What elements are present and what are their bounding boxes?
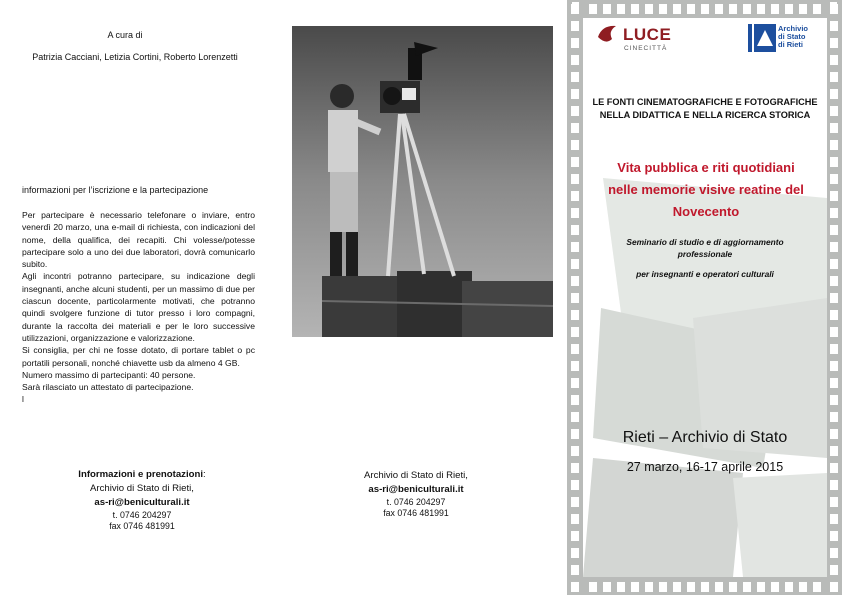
sprocket-hole [743, 4, 751, 14]
sprocket-hole [715, 4, 723, 14]
cover-title [588, 157, 824, 223]
sprocket-hole [571, 378, 579, 388]
sprocket-hole [617, 582, 625, 592]
archive-contact-block [316, 469, 516, 519]
sprocket-hole [589, 4, 597, 14]
sprocket-hole [571, 38, 579, 48]
sprocket-hole [571, 191, 579, 201]
sprocket-hole [571, 514, 579, 524]
sprocket-hole [571, 548, 579, 558]
sprocket-hole [830, 106, 838, 116]
sprocket-hole [830, 55, 838, 65]
sprocket-hole [571, 497, 579, 507]
sprocket-hole [757, 4, 765, 14]
sprocket-hole [785, 4, 793, 14]
sprocket-hole [571, 174, 579, 184]
sprocket-hole [571, 72, 579, 82]
sprocket-hole [701, 582, 709, 592]
sprocket-hole [830, 582, 838, 592]
archive-name: Archivio di Stato di Rieti, [364, 470, 468, 481]
sprocket-hole [785, 582, 793, 592]
sprocket-hole [571, 106, 579, 116]
sprocket-hole [571, 89, 579, 99]
sprocket-hole [571, 21, 579, 31]
sprocket-hole [571, 463, 579, 473]
sprocket-hole [729, 582, 737, 592]
info-email-link[interactable]: as-ri@beniculturali.it [94, 497, 190, 508]
sprocket-hole [830, 378, 838, 388]
registration-title: informazioni per l’iscrizione e la partecipazione [22, 185, 209, 195]
registration-paragraph: Per partecipare è necessario telefonare o inviare, entro venerdì 20 marzo, una e-mail di richiesta, con indicazioni del nome, della qualifica, dei recapiti. Chi volesse/potesse partecipare solo a uno dei due laboratori, dovrà comunicarlo subito. [22, 210, 255, 270]
sprocket-hole [673, 4, 681, 14]
sprocket-hole [571, 242, 579, 252]
sprocket-hole [771, 582, 779, 592]
sprocket-hole [830, 174, 838, 184]
sprocket-hole [830, 259, 838, 269]
info-archive: Archivio di Stato di Rieti, [90, 483, 194, 494]
sprocket-hole [571, 429, 579, 439]
seminar-description [595, 237, 815, 260]
sprocket-hole [830, 361, 838, 371]
seminar-line: professionale [677, 248, 733, 259]
subtitle-line: NELLA DIDATTICA E NELLA RICERCA STORICA [599, 110, 811, 120]
sprocket-hole [830, 4, 838, 14]
archive-logo-line: di Stato [778, 32, 806, 42]
audience-line: per insegnanti e operatori culturali [636, 269, 774, 279]
info-colon: : [203, 469, 206, 480]
sprocket-hole [687, 582, 695, 592]
sprocket-hole [830, 191, 838, 201]
sprocket-hole [830, 463, 838, 473]
registration-paragraph: Si consiglia, per chi ne fosse dotato, di portare tablet o pc portatili personali, nonché chiavette usb da almeno 4 GB. [22, 345, 255, 368]
sprocket-hole [571, 327, 579, 337]
sprocket-hole [799, 4, 807, 14]
sprocket-hole [659, 582, 667, 592]
title-line: Novecento [672, 204, 740, 219]
sprocket-hole [673, 582, 681, 592]
sprocket-hole [830, 276, 838, 286]
sprocket-hole [631, 4, 639, 14]
cover-subtitle [583, 96, 827, 122]
sprocket-hole [571, 412, 579, 422]
sprocket-hole [571, 55, 579, 65]
sprocket-hole [830, 242, 838, 252]
sprocket-hole [571, 446, 579, 456]
sprocket-hole [830, 480, 838, 490]
curator-heading: A cura di [107, 30, 143, 40]
sprocket-hole [830, 412, 838, 422]
sprocket-hole [830, 72, 838, 82]
archive-logo-text [778, 25, 808, 50]
sprocket-hole [659, 4, 667, 14]
sprocket-hole [830, 548, 838, 558]
sprocket-hole [830, 446, 838, 456]
info-heading: Informazioni e prenotazioni [78, 469, 204, 480]
archive-logo-line: di Rieti [778, 40, 804, 50]
sprocket-hole [830, 395, 838, 405]
sprocket-hole [830, 497, 838, 507]
sprocket-hole [757, 582, 765, 592]
sprocket-hole [571, 531, 579, 541]
sprocket-hole [830, 140, 838, 150]
sprocket-hole [830, 123, 838, 133]
sprocket-hole [645, 582, 653, 592]
seminar-line: Seminario di studio e di aggiornamento [626, 237, 784, 247]
sprocket-hole [743, 582, 751, 592]
sprocket-hole [571, 157, 579, 167]
title-line: Vita pubblica e riti quotidiani [617, 160, 795, 175]
cameraman-illustration [292, 26, 553, 337]
archive-fax: fax 0746 481991 [383, 508, 449, 518]
cameraman-photo [292, 26, 553, 337]
registration-paragraph: Sarà rilasciato un attestato di partecipazione. [22, 382, 194, 393]
sprocket-hole [687, 4, 695, 14]
sprocket-hole [830, 21, 838, 31]
info-telephone: t. 0746 204297 [112, 510, 172, 520]
sprocket-hole [617, 4, 625, 14]
sprocket-hole [813, 4, 821, 14]
sprocket-hole [571, 259, 579, 269]
sprocket-hole [571, 4, 579, 14]
curator-names: Patrizia Cacciani, Letizia Cortini, Roberto Lorenzetti [32, 52, 238, 62]
sprocket-hole [571, 276, 579, 286]
registration-text [22, 209, 255, 406]
sprocket-hole [603, 4, 611, 14]
sprocket-hole [771, 4, 779, 14]
info-contact-block [42, 468, 242, 532]
sprocket-hole [830, 225, 838, 235]
sprocket-hole [830, 208, 838, 218]
sprocket-hole [830, 89, 838, 99]
sprocket-hole [830, 157, 838, 167]
sprocket-hole [571, 123, 579, 133]
sprocket-hole [701, 4, 709, 14]
sprocket-hole [571, 565, 579, 575]
sprocket-hole [571, 225, 579, 235]
sprocket-hole [729, 4, 737, 14]
sprocket-hole [830, 38, 838, 48]
sprocket-hole [571, 310, 579, 320]
sprocket-hole [571, 293, 579, 303]
info-fax: fax 0746 481991 [109, 521, 175, 531]
sprocket-hole [830, 327, 838, 337]
sprocket-hole [830, 514, 838, 524]
sprocket-hole [830, 344, 838, 354]
sprocket-hole [799, 582, 807, 592]
sprocket-hole [589, 582, 597, 592]
sprocket-hole [715, 582, 723, 592]
sprocket-hole [571, 140, 579, 150]
subtitle-line: LE FONTI CINEMATOGRAFICHE E FOTOGRAFICHE [592, 97, 818, 107]
sprocket-hole [830, 293, 838, 303]
sprocket-hole [571, 480, 579, 490]
sprocket-hole [645, 4, 653, 14]
sprocket-hole [631, 582, 639, 592]
sprocket-hole [571, 395, 579, 405]
registration-paragraph: l [22, 394, 24, 405]
event-dates: 27 marzo, 16-17 aprile 2015 [626, 460, 784, 474]
registration-paragraph: Numero massimo di partecipanti: 40 persone. [22, 369, 196, 380]
sprocket-hole [571, 208, 579, 218]
sprocket-hole [571, 361, 579, 371]
archive-email-link[interactable]: as-ri@beniculturali.it [368, 484, 464, 495]
sprocket-hole [830, 565, 838, 575]
sprocket-hole [813, 582, 821, 592]
archive-logo-line: Archivio [778, 24, 809, 33]
sprocket-hole [830, 531, 838, 541]
luce-logo-text: LUCE [623, 25, 672, 44]
registration-paragraph: Agli incontri potranno partecipare, su indicazione degli insegnanti, anche alcuni studenti, per un massimo di due per ciascun docente, particolarmente motivati, che potranno quindi svolgere funzione di tutor presso i loro compagni, durante la raccolta dei materiali e per le loro successive utilizzazioni, organizzazione e valorizzazione. [22, 271, 255, 343]
sprocket-hole [571, 344, 579, 354]
luce-logo-subtitle: CINECITTÀ [624, 45, 668, 52]
sprocket-hole [830, 310, 838, 320]
archive-telephone: t. 0746 204297 [386, 497, 446, 507]
title-line: nelle memorie visive reatine del [608, 182, 804, 197]
event-place: Rieti – Archivio di Stato [622, 429, 788, 446]
sprocket-hole [571, 582, 579, 592]
sprocket-hole [830, 429, 838, 439]
sprocket-hole [603, 582, 611, 592]
